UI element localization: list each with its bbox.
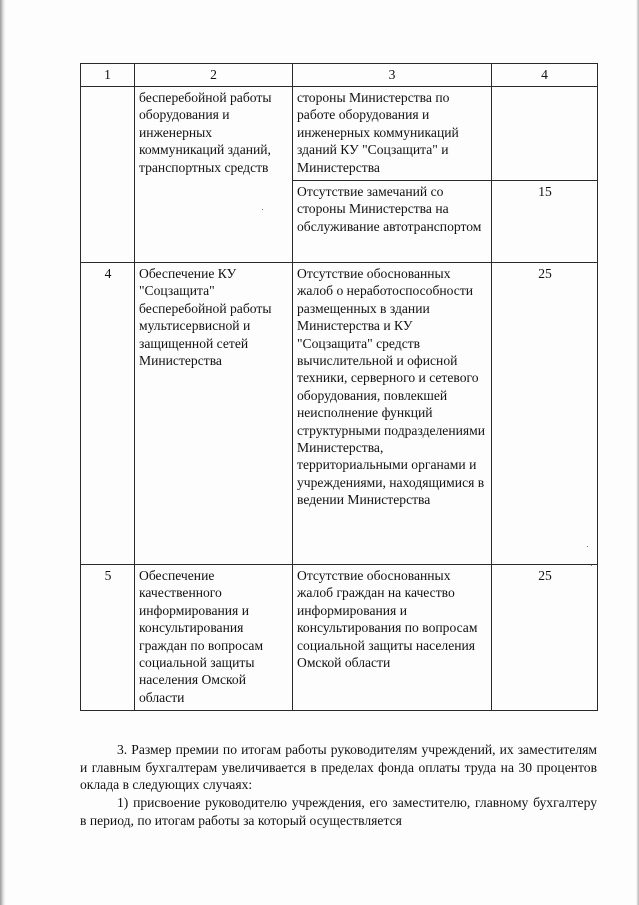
- row-number: 4: [81, 263, 135, 565]
- table-header-row: [81, 64, 598, 87]
- row-criterion: Отсутствие замечаний со стороны Министерства на обслуживание автотранспортом: [293, 181, 492, 263]
- header-col-1: 1: [81, 64, 135, 87]
- scan-speck: [591, 565, 592, 566]
- scan-speck: [587, 546, 588, 547]
- paragraph-3-item-1: 1) присвоение руководителю учреждения, его заместителю, главному бухгалтеру в период, по итогам работы за который осуществляется: [80, 795, 597, 828]
- row-criterion: Отсутствие обоснованных жалоб граждан на качество информирования и консультирования по вопросам социальной защиты населения Омской области: [293, 565, 492, 711]
- table-row: [81, 565, 598, 711]
- header-col-2: 2: [135, 64, 293, 87]
- row-criterion: стороны Министерства по работе оборудования и инженерных коммуникаций зданий КУ "Соцзащита" и Министерства: [293, 87, 492, 181]
- row-criterion: Отсутствие обоснованных жалоб о неработоспособности размещенных в здании Министерства и КУ "Соцзащита" средств вычислительной и офисной техники, серверного и сетевого оборудования, повлекшей неисполнение функций структурными подразделениями Министерства, территориальными органами и учреждениями, находящимися в ведении Министерства: [293, 263, 492, 565]
- row-points: [492, 87, 598, 181]
- row-points: 15: [492, 181, 598, 263]
- header-col-4: 4: [492, 64, 598, 87]
- scan-speck: [262, 209, 263, 210]
- row-indicator: Обеспечение качественного информирования и консультирования граждан по вопросам социальной защиты населения Омской области: [135, 565, 293, 711]
- table-row: [81, 87, 598, 181]
- row-number: [81, 87, 135, 263]
- scan-edge-left: [0, 0, 6, 905]
- criteria-table: [80, 63, 598, 711]
- row-number: 5: [81, 565, 135, 711]
- table-row: [81, 263, 598, 565]
- row-indicator: Обеспечение КУ "Соцзащита" бесперебойной работы мультисервисной и защищенной сетей Министерства: [135, 263, 293, 565]
- header-col-3: 3: [293, 64, 492, 87]
- row-indicator: бесперебойной работы оборудования и инженерных коммуникаций зданий, транспортных средств: [135, 87, 293, 263]
- paragraph-3: 3. Размер премии по итогам работы руководителям учреждений, их заместителям и главным бухгалтерам увеличивается в пределах фонда оплаты труда на 30 процентов оклада в следующих случаях:: [80, 742, 597, 793]
- row-points: 25: [492, 263, 598, 565]
- row-points: 25: [492, 565, 598, 711]
